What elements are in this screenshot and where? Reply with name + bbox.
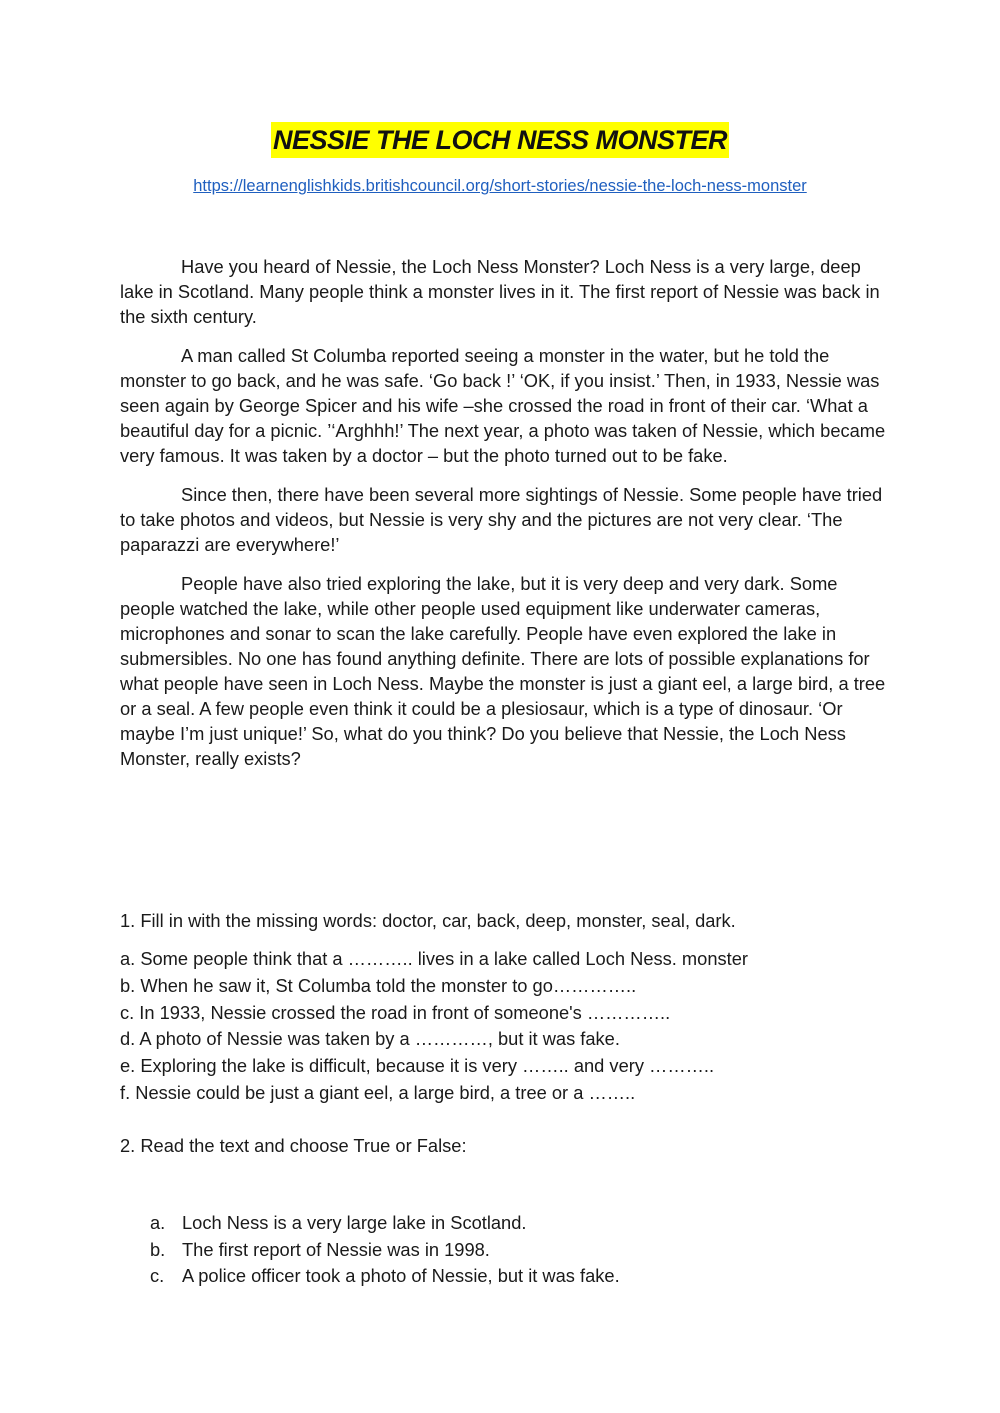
exercise-1-item-b: b. When he saw it, St Columba told the monster to go………….. [120,974,637,996]
exercise-1-list [120,946,900,1107]
story-paragraph-4: People have also tried exploring the lake, but it is very deep and very dark. Some people watched the lake, while other people used equipment like underwater cameras, microphones and sonar to scan the lake carefully. People have even explored the lake in submersibles. No one has found anything definite. There are lots of possible explanations for what people have seen in Loch Ness. Maybe the monster is just a giant eel, a large bird, a tree or a seal. A few people even think it could be a plesiosaur, which is a type of dinosaur. ‘Or maybe I’m just unique!’ So, what do you think? Do you believe that Nessie, the Loch Ness Monster, really exists? [120,573,886,769]
item-letter: c. [150,1265,165,1286]
exercise-1-item-f: f. Nessie could be just a giant eel, a large bird, a tree or a …….. [120,1081,636,1103]
story-paragraph-3: Since then, there have been several more sightings of Nessie. Some people have tried to take photos and videos, but Nessie is very shy and the pictures are not very clear. ‘The paparazzi are everywhere!’ [120,484,883,555]
page-title: NESSIE THE LOCH NESS MONSTER [271,122,729,158]
exercise-1-item-d: d. A photo of Nessie was taken by a …………, but it was fake. [120,1028,620,1050]
story-paragraph-2: A man called St Columba reported seeing a monster in the water, but he told the monster to go back, and he was safe. ‘Go back !’ ‘OK, if you insist.’ Then, in 1933, Nessie was seen again by George Spicer and his wife –she crossed the road in front of their car. ‘What a beautiful day for a picnic. ’‘Arghhh!’ The next year, a photo was taken of Nessie, which became very famous. It was taken by a doctor – but the photo turned out to be fake. [120,345,886,466]
exercise-1-title: 1. Fill in with the missing words: doctor, car, back, deep, monster, seal, dark. [120,910,736,931]
exercise-2-list [150,1210,890,1290]
exercise-1-item-c: c. In 1933, Nessie crossed the road in front of someone's ………….. [120,1001,671,1023]
source-link[interactable]: https://learnenglishkids.britishcouncil.org/short-stories/nessie-the-loch-ness-monster [193,177,807,195]
story-paragraph-1: Have you heard of Nessie, the Loch Ness Monster? Loch Ness is a very large, deep lake in Scotland. Many people think a monster lives in it. The first report of Nessie was back in the sixth century. [120,256,880,327]
exercise-2-item-c [150,1263,890,1290]
title-wrap [0,122,1000,158]
exercise-2-title: 2. Read the text and choose True or False: [120,1135,467,1156]
exercise-1-item-e: e. Exploring the lake is difficult, because it is very …….. and very ……….. [120,1055,715,1077]
item-letter: a. [150,1212,166,1233]
item-statement: The first report of Nessie was in 1998. [182,1238,490,1260]
exercise-1-item-a: a. Some people think that a ……….. lives in a lake called Loch Ness. monster [120,948,748,969]
item-statement: Loch Ness is a very large lake in Scotland. [182,1212,527,1233]
exercise-2-item-a [150,1210,890,1237]
story-text [120,254,890,785]
item-letter: b. [150,1238,166,1260]
item-statement: A police officer took a photo of Nessie, but it was fake. [182,1265,620,1286]
exercise-2-item-b [150,1237,890,1264]
